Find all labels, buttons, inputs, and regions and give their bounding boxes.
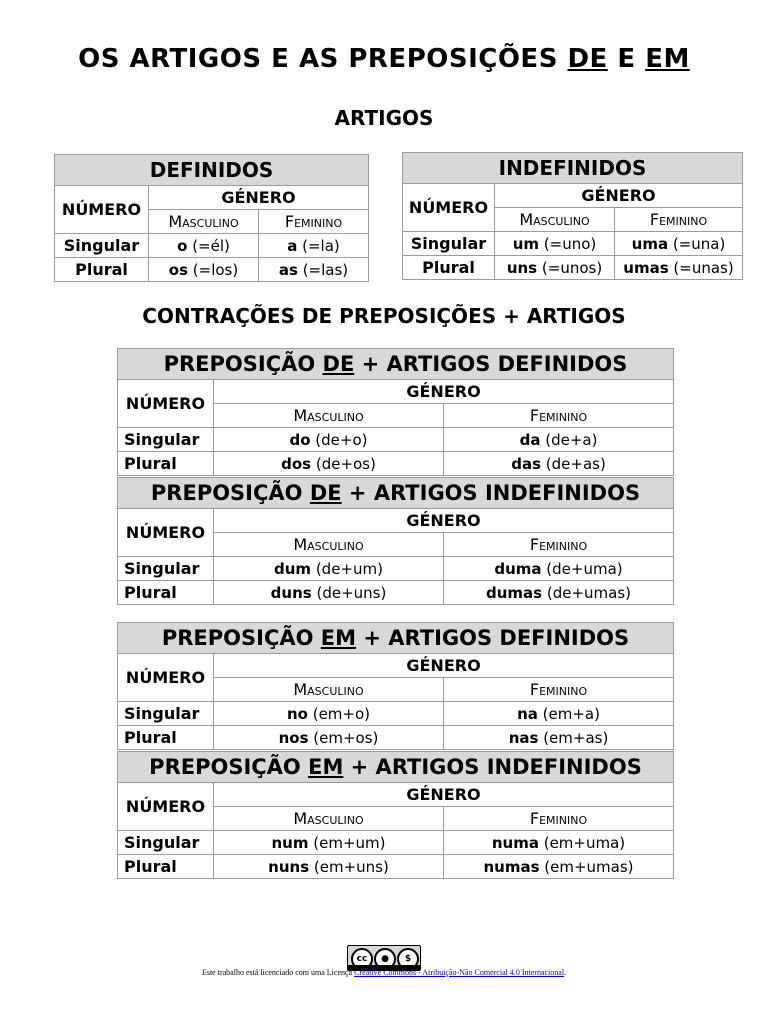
cell-masculino: nuns (em+uns)	[214, 855, 444, 879]
genero-label: GÉNERO	[495, 184, 743, 208]
table-row	[118, 452, 674, 476]
singular-label: Singular	[118, 428, 214, 452]
cell-masculino: no (em+o)	[214, 702, 444, 726]
table-row	[403, 256, 743, 280]
table-row	[118, 428, 674, 452]
numero-label: NÚMERO	[55, 186, 149, 234]
cell-masculino: do (de+o)	[214, 428, 444, 452]
table-row	[118, 557, 674, 581]
cell-feminino: das (de+as)	[444, 452, 674, 476]
plural-label: Plural	[118, 452, 214, 476]
singular-label: Singular	[118, 702, 214, 726]
table-row	[118, 831, 674, 855]
preposicao-em-definidos-table	[117, 622, 674, 750]
noncommercial-icon: $	[397, 948, 419, 970]
table-row	[118, 581, 674, 605]
feminino-label: Feminino	[444, 404, 674, 428]
indefinidos-table	[402, 152, 743, 280]
table-header: DEFINIDOS	[55, 155, 369, 186]
license-link[interactable]: Creative Commons - Atribuição-Não Comercial 4.0 Internacional	[354, 968, 565, 977]
feminino-label: Feminino	[444, 807, 674, 831]
table-header: INDEFINIDOS	[403, 153, 743, 184]
cell-masculino: dum (de+um)	[214, 557, 444, 581]
cell-feminino: umas (=unas)	[615, 256, 743, 280]
cell-masculino: os (=los)	[149, 258, 259, 282]
table-row	[118, 726, 674, 750]
cell-feminino: duma (de+uma)	[444, 557, 674, 581]
creative-commons-icon: cc	[351, 948, 373, 970]
numero-label: NÚMERO	[118, 509, 214, 557]
singular-label: Singular	[118, 831, 214, 855]
cell-feminino: a (=la)	[259, 234, 369, 258]
numero-label: NÚMERO	[118, 380, 214, 428]
preposicao-de-indefinidos-table	[117, 477, 674, 605]
preposicao-de-definidos-table	[117, 348, 674, 476]
table-row	[55, 234, 369, 258]
cell-masculino: dos (de+os)	[214, 452, 444, 476]
table-row	[403, 232, 743, 256]
cell-feminino: na (em+a)	[444, 702, 674, 726]
cell-masculino: uns (=unos)	[495, 256, 615, 280]
table-header: PREPOSIÇÃO DE + ARTIGOS DEFINIDOS	[118, 349, 674, 380]
masculino-label: Masculino	[495, 208, 615, 232]
feminino-label: Feminino	[259, 210, 369, 234]
table-row	[55, 258, 369, 282]
table-header: PREPOSIÇÃO EM + ARTIGOS INDEFINIDOS	[118, 752, 674, 783]
cell-feminino: uma (=una)	[615, 232, 743, 256]
feminino-label: Feminino	[444, 533, 674, 557]
page-title: OS ARTIGOS E AS PREPOSIÇÕES DE E EM	[78, 44, 690, 74]
feminino-label: Feminino	[444, 678, 674, 702]
table-row	[118, 702, 674, 726]
numero-label: NÚMERO	[118, 783, 214, 831]
masculino-label: Masculino	[214, 807, 444, 831]
cell-masculino: um (=uno)	[495, 232, 615, 256]
cell-masculino: o (=él)	[149, 234, 259, 258]
singular-label: Singular	[118, 557, 214, 581]
plural-label: Plural	[118, 855, 214, 879]
masculino-label: Masculino	[214, 404, 444, 428]
cell-masculino: nos (em+os)	[214, 726, 444, 750]
section-title-contracoes: CONTRAÇÕES DE PREPOSIÇÕES + ARTIGOS	[142, 304, 626, 328]
plural-label: Plural	[403, 256, 495, 280]
cell-masculino: duns (de+uns)	[214, 581, 444, 605]
masculino-label: Masculino	[214, 678, 444, 702]
attribution-icon: ●	[374, 948, 396, 970]
genero-label: GÉNERO	[214, 509, 674, 533]
table-header: PREPOSIÇÃO EM + ARTIGOS DEFINIDOS	[118, 623, 674, 654]
plural-label: Plural	[118, 726, 214, 750]
cell-feminino: as (=las)	[259, 258, 369, 282]
cell-feminino: dumas (de+umas)	[444, 581, 674, 605]
plural-label: Plural	[118, 581, 214, 605]
license-text: Este trabalho está licenciado com uma Licença Creative Commons - Atribuição-Não Comercial 4.0 Internacional.	[201, 968, 567, 977]
title-de: DE	[567, 44, 608, 74]
section-title-artigos: ARTIGOS	[334, 106, 434, 130]
singular-label: Singular	[403, 232, 495, 256]
cell-feminino: numa (em+uma)	[444, 831, 674, 855]
genero-label: GÉNERO	[214, 783, 674, 807]
numero-label: NÚMERO	[118, 654, 214, 702]
genero-label: GÉNERO	[214, 654, 674, 678]
cell-masculino: num (em+um)	[214, 831, 444, 855]
table-header: PREPOSIÇÃO DE + ARTIGOS INDEFINIDOS	[118, 478, 674, 509]
feminino-label: Feminino	[615, 208, 743, 232]
table-row	[118, 855, 674, 879]
masculino-label: Masculino	[149, 210, 259, 234]
plural-label: Plural	[55, 258, 149, 282]
cell-feminino: da (de+a)	[444, 428, 674, 452]
preposicao-em-indefinidos-table	[117, 751, 674, 879]
cell-feminino: nas (em+as)	[444, 726, 674, 750]
singular-label: Singular	[55, 234, 149, 258]
numero-label: NÚMERO	[403, 184, 495, 232]
title-em: EM	[645, 44, 690, 74]
genero-label: GÉNERO	[214, 380, 674, 404]
masculino-label: Masculino	[214, 533, 444, 557]
genero-label: GÉNERO	[149, 186, 369, 210]
cell-feminino: numas (em+umas)	[444, 855, 674, 879]
definidos-table	[54, 154, 369, 282]
